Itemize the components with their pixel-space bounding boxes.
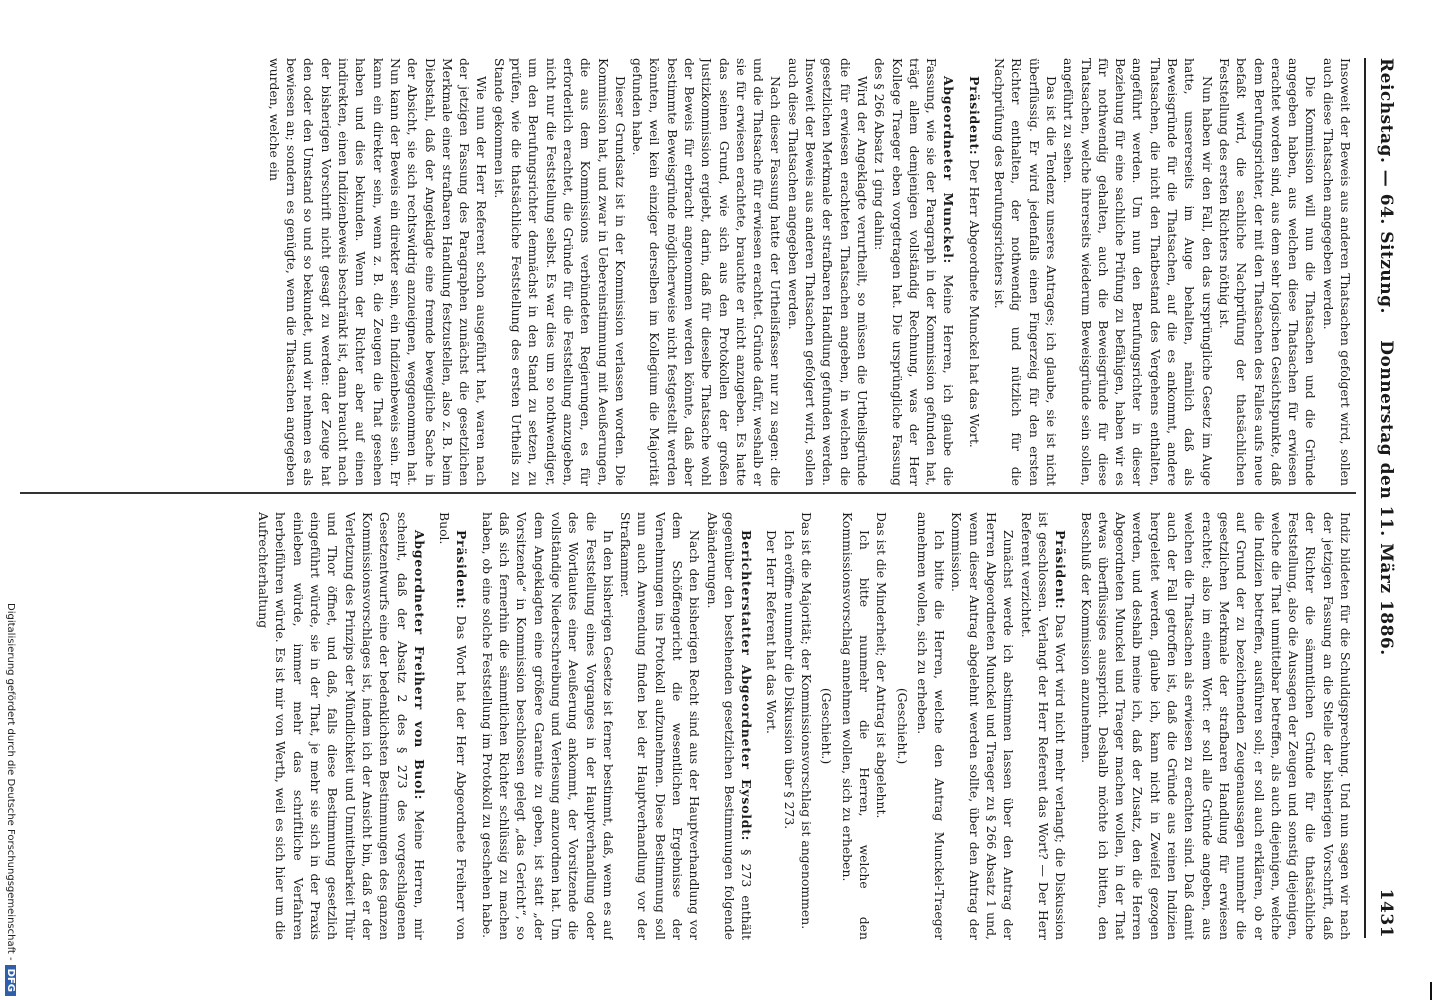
- speech-paragraph: [1017, 512, 1069, 940]
- footer-text: Digitalisierung gefördert durch die Deutsche Forschungsgemeinschaft -: [5, 603, 16, 961]
- body-paragraph: Ich eröffne nunmehr die Diskussion über § 273.: [781, 530, 797, 830]
- body-paragraph: Dieser Grundsatz ist in der Kommission verlassen worden. Die Kommission hat, und zwar in Uebereinstimmung mit Aeußerungen, die aus dem Kommissions verbündeten Regierungen, es für erforderlich erachtet, die Gründe für die Feststellung anzugeben, nicht nur die Feststellung selbst. Es war dies um so nothwendiger, um den Berufungsrichter demnächst in den Stand zu setzen, zu prüfen, wie die thatsächliche Feststellung des ersten Urtheils zu Stande gekommen ist.: [491, 58, 628, 486]
- speaker-name: Abgeordneter Freiherr von Buol:: [411, 530, 427, 801]
- speech-text: Meine Herren, ich glaube die Fassung, wie sie der Paragraph in der Kommission gefunden hat, trägt allem demjenigen vollständig Rechnung, was der Herr Kollege Traeger eben vorgetragen hat. Die ursprüngliche Fassung des § 266 Absatz 1 ging dahin:: [872, 58, 957, 486]
- speech-text: Meine Herren, mir scheint, daß der Absatz 2 des § 273 des vorgeschlagenen Gesetzentwurfs eine der bedenklichsten Bestimmungen des ganzen Kommissionsvorschlages ist, indem ich der Ansicht bin, daß er der Verletzung des Prinzips der Mündlichkeit und Unmittelbarkeit Thür und Thor öffnet, und daß, falls diese Bestimmung gesetzlich eingeführt würde, sie in der That, je mehr sie sich in der Praxis einleben würde, immer mehr das schriftliche Verfahren herbeiführen würde. Es ist mir von Werth, weil es sich hier um die Aufrechterhaltung: [256, 512, 427, 940]
- body-paragraph: Wie nun der Herr Referent schon ausgeführt hat, waren nach der jetzigen Fassung des Paragraphen zunächst die gesetzlichen Merkmale einer strafbaren Handlung festzustellen, also z. B. beim Diebstahl, daß der Angeklagte eine fremde bewegliche Sache in der Absicht, sie sich rechtswidrig anzueignen, weggenommen hat. Nun kann der Beweis ein direkter sein, ein Indizienbeweis sein. Er kann ein direkter sein, wenn z. B. die Zeugen die That gesehen haben und dies bekunden. Wenn der Richter aber auf einen indirekten, einen Indizienbeweis beschränkt ist, dann braucht nach der bisherigen Vorschrift nicht gesagt zu werden: der Zeuge hat den oder den Umstand so und so bekundet, und wir nehmen es als bewiesen an; sondern es genügte, wenn die Thatsachen angegeben wurden, welche ein: [266, 58, 490, 486]
- column-divider: [20, 492, 1356, 494]
- page-number: 1431: [1376, 888, 1396, 938]
- body-paragraph: In den bisherigen Gesetze ist ferner bestimmt, daß, wenn es auf die Feststellung eines Vorganges in der Hauptverhandlung oder des Wortlautes einer Aeußerung ankommt, der Vorsitzende die vollständige Niederschreibung und Verlesung anzuordnen hat. Um dem Angeklagten eine größere Garantie zu geben, ist statt „der Vorsitzende“ in Kommission beschlossen gelegt „das Gericht“, so daß sich fernerhin die sämmtlichen Richter schlüssig zu machen haben, ob eine solche Feststellung im Protokoll zu geschehen habe.: [479, 512, 616, 940]
- spacer: [755, 512, 763, 940]
- spacer: [957, 58, 965, 486]
- dfg-logo: DFG: [5, 965, 16, 996]
- speech-text: § 273 enthält gegenüber den bestehenden gesetzlichen Bestimmungen folgende Abänderungen.: [704, 512, 755, 940]
- body-paragraph: Nach den bisherigen Recht sind aus der Hauptverhandlung vor dem Schöffengericht die wesentlichen Ergebnisse der Vernehmungen ins Protokoll aufzunehmen. Diese Bestimmung soll nun auch Anwendung finden bei der Hauptverhandlung vor der Strafkammer.: [618, 512, 703, 940]
- body-paragraph: Das ist die Minderheit; der Antrag ist abgelehnt.: [874, 512, 890, 819]
- spacer: [428, 512, 436, 940]
- body-paragraph: Der Herr Referent hat das Wort.: [764, 530, 780, 734]
- body-paragraph: Zunächst werde ich abstimmen lassen über den Antrag der Herren Abgeordneten Munckel und Traeger zu § 266 Absatz 1 und, wenn dieser Antrag abgelehnt werden sollte, über den Antrag der Kommission.: [949, 512, 1017, 940]
- body-paragraph: Das ist die Majorität; der Kommissionsvorschlag ist angenommen.: [799, 512, 815, 930]
- header-center: Donnerstag den 11. März 1886.: [1376, 340, 1396, 656]
- speech-text: Der Herr Abgeordnete Munckel hat das Wort.: [966, 159, 982, 448]
- right-column: [24, 512, 1354, 940]
- spacer: [1069, 512, 1077, 940]
- digitization-footer: [0, 0, 16, 996]
- speaker-name: Präsident:: [454, 530, 470, 610]
- speech-paragraph: [436, 512, 471, 940]
- body-paragraph: Nun haben wir den Fall, den das ursprüngliche Gesetz im Auge hatte, unsererseits im Auge behalten, nämlich daß als Beweisgründe für die Thatsachen, auf die es ankommt, andere Thatsachen, die nicht den Thatbestand des Vergehens enthalten, angeführt werden. Um nun den Berufungsrichter in dieser Beziehung für eine sachliche Prüfung zu befähigen, haben wir es für nothwendig gehalten, auch die Beweisgründe für diese Thatsachen, welche ihrerseits wiederum Beweisgründe sein sollen, angeführt zu sehen.: [1061, 58, 1215, 486]
- body-paragraph: Ich bitte die Herren, welche den Antrag Munckel-Traeger annehmen wollen, sich zu erheben.: [914, 512, 948, 940]
- spacer: [470, 512, 478, 940]
- header-rule: [1364, 58, 1366, 938]
- body-paragraph: Indiz bildeten für die Schuldigsprechung. Und nun sagen wir nach der jetzigen Fassung an die Stelle der bisherigen Vorschrift, daß der Richter die sämmtlichen Gründe für die thatsächliche Feststellung, also die Aussagen der Zeugen und sonstig diejenigen, welche die That unmittelbar betreffen, als auch diejenigen, welche die Indizien betreffen, ausführen soll; er soll auch erklären, ob er auf Grund der zu bezeichnenden Zeugenaussagen nunmehr die gesetzlichen Merkmale der strafbaren Handlung für erwiesen erachtet; also im einem Wort: er soll alle Gründe angeben, aus welchen die Thatsachen als erwiesen zu erachten sind. Daß damit auch der Fall getroffen ist, daß die Gründe aus reinen Indizien hergeleitet werden, glaube ich, kann nicht in Zweifel gezogen werden, und deshalb meine ich, daß der Zusatz, den die Herren Abgeordneten Munckel und Traeger machen wollen, in der That etwas überflüssiges ausspricht. Deshalb möchte ich bitten, den Beschluß der Kommission anzunehmen.: [1078, 512, 1353, 940]
- speech-paragraph: [255, 512, 428, 940]
- speech-paragraph: [703, 512, 755, 940]
- body-paragraph: Die Kommission will nun die Thatsachen und die Gründe angegeben haben, aus welchen diese Thatsachen für erwiesen erachtet worden sind, aus dem sehr logischen Gesichtspunkte, daß dem Berufungsrichter, der mit den Thatsachen des Falles aufs neue befaßt wird, die sachliche Nachprüfung der thatsächlichen Feststellung des ersten Richters nöthig ist.: [1216, 58, 1319, 486]
- speaker-name: Berichterstatter Abgeordneter Eysoldt:: [739, 530, 755, 842]
- page-header: [1366, 58, 1396, 938]
- speech-paragraph: [871, 58, 957, 486]
- header-left: Reichstag. — 64. Sitzung.: [1376, 58, 1396, 314]
- stage-direction: (Geschieht.): [819, 687, 835, 765]
- speech-paragraph: [965, 58, 982, 486]
- speech-text: Das Wort hat der Herr Abgeordnete Freiherr von Buol.: [437, 512, 470, 940]
- body-paragraph: Das ist die Tendenz unseres Antrages; ich glaube, sie ist nicht überflüssig. Er wird jedenfalls einen Fingerzeig für den ersten Richter enthalten, der nothwendig und nützlich für die Nachprüfung des Berufungsrichters ist.: [992, 58, 1059, 486]
- speaker-name: Präsident:: [1053, 530, 1069, 610]
- body-paragraph: Nach dieser Fassung hatte der Urtheilsfasser nur zu sagen: die und die Thatsache für erwiesen erachtet. Gründe dafür, weshalb er sie für erwiesen erachtete, brauchte er nicht anzugeben. Es hatte das seinen Grund, wie sich aus den Protokollen der großen Justizkommission ergiebt, darin, daß für dieselbe Thatsache wohl der Beweis für erbracht angenommen werden könnte, daß aber bestimmte Beweisgründe möglicherweise nicht festgestellt werden könnten, weil kein einziger derselben im Kollegium die Majorität gefunden habe.: [630, 58, 784, 486]
- left-column: [24, 58, 1354, 486]
- body-paragraph: Insoweit der Beweis aus anderen Thatsachen gefolgert wird, sollen auch diese Thatsachen angegeben werden.: [1320, 58, 1353, 486]
- body-paragraph: Ich bitte nunmehr die Herren, welche den Kommissionsvorschlag annehmen wollen, sich zu erheben.: [839, 512, 872, 940]
- spacer: [983, 58, 991, 486]
- body-paragraph: Wird der Angeklagte verurtheilt, so müssen die Urtheilsgründe die für erwiesen erachteten Thatsachen angeben, in welchen die gesetzlichen Merkmale der strafbaren Handlung gefunden werden. Insoweit der Beweis aus anderen Thatsachen gefolgert wird, sollen auch diese Thatsachen angegeben werden.: [785, 58, 870, 486]
- speaker-name: Präsident:: [966, 76, 982, 156]
- speech-text: Das Wort wird nicht mehr verlangt; die Diskussion ist geschlossen. Verlangt der Herr Referent das Wort? — Der Herr Referent verzichtet.: [1018, 512, 1069, 940]
- stage-direction: (Geschieht.): [894, 687, 910, 765]
- speaker-name: Abgeordneter Munckel:: [941, 76, 957, 265]
